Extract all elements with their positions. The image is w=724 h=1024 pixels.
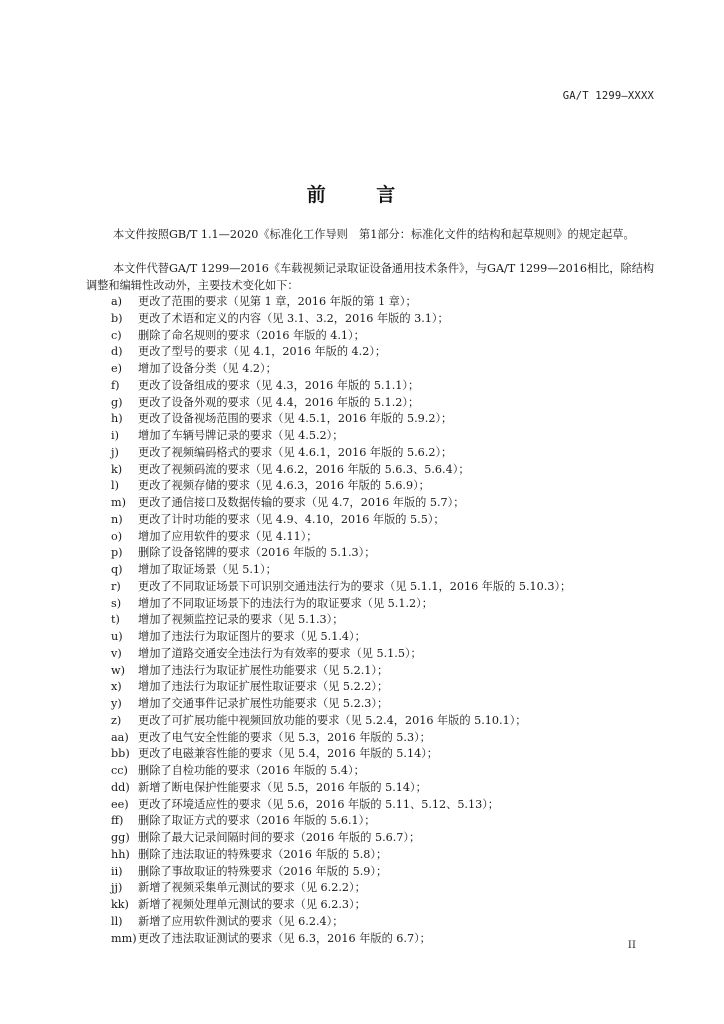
change-item-text: 新增了视频处理单元测试的要求（见 6.2.3）； — [138, 898, 366, 911]
change-item-text: 更改了视频编码格式的要求（见 4.6.1，2016 年版的 5.6.2）； — [138, 445, 453, 459]
change-item-marker: g) — [111, 395, 123, 409]
change-item-text: 增加了道路交通安全违法行为有效率的要求（见 5.1.5）； — [138, 646, 422, 660]
change-item-marker: gg) — [111, 831, 130, 844]
change-item-marker: bb) — [111, 747, 130, 761]
change-item-text: 增加了违法行为取证扩展性取证要求（见 5.2.2）； — [138, 680, 389, 694]
change-item-text: 新增了应用软件测试的要求（见 6.2.4）； — [138, 914, 344, 928]
change-item-text: 更改了不同取证场景下可识别交通违法行为的要求（见 5.1.1，2016 年版的 5.10.3）； — [138, 579, 572, 593]
change-item-text: 增加了取证场景（见 5.1）； — [138, 563, 277, 576]
change-item-text: 删除了设备铭牌的要求（2016 年版的 5.1.3）； — [138, 546, 376, 560]
change-item-marker: b) — [111, 311, 123, 325]
change-item-marker: v) — [111, 646, 122, 660]
change-item-marker: ee) — [111, 797, 129, 811]
change-item-marker: k) — [111, 462, 123, 476]
change-item-text: 增加了违法行为取证图片的要求（见 5.1.4）； — [138, 630, 366, 643]
change-item-marker: ii) — [111, 864, 123, 878]
change-item-marker: r) — [111, 579, 121, 593]
change-item-text: 更改了通信接口及数据传输的要求（见 4.7，2016 年版的 5.7）； — [138, 496, 465, 509]
change-item-marker: ff) — [111, 814, 124, 828]
change-item-marker: q) — [111, 563, 123, 576]
change-item-text: 增加了车辆号牌记录的要求（见 4.5.2）； — [138, 429, 344, 442]
change-item-text: 删除了命名规则的要求（2016 年版的 4.1）； — [138, 328, 365, 342]
change-item-text: 新增了断电保护性能要求（见 5.5，2016 年版的 5.14）； — [138, 780, 427, 794]
change-item-marker: jj) — [111, 881, 123, 895]
change-item-text: 更改了设备外观的要求（见 4.4，2016 年版的 5.1.2）； — [138, 395, 420, 409]
change-item-marker: i) — [111, 429, 119, 442]
intro-paragraph-1 — [86, 227, 658, 244]
change-item-text: 增加了设备分类（见 4.2）； — [138, 362, 277, 375]
change-item-text: 删除了违法取证的特殊要求（2016 年版的 5.8）； — [138, 847, 388, 861]
change-item-marker: z) — [111, 713, 122, 727]
change-item-marker: ll) — [111, 914, 123, 928]
change-item-marker: f) — [111, 378, 120, 392]
change-item-text: 更改了电磁兼容性能的要求（见 5.4，2016 年版的 5.14）； — [138, 747, 438, 761]
change-item-text: 更改了计时功能的要求（见 4.9、4.10，2016 年版的 5.5）； — [138, 512, 445, 526]
change-item-text: 更改了可扩展功能中视频回放功能的要求（见 5.2.4，2016 年版的 5.10.1）； — [138, 713, 527, 727]
intro-paragraph-2 — [86, 261, 658, 294]
change-item-text: 删除了自检功能的要求（2016 年版的 5.4）； — [138, 764, 365, 777]
change-item-text: 更改了视频存储的要求（见 4.6.3，2016 年版的 5.6.9）； — [138, 479, 430, 493]
change-item-text: 更改了设备视场范围的要求（见 4.5.1，2016 年版的 5.9.2）； — [138, 412, 453, 426]
change-item-text: 增加了视频监控记录的要求（见 5.1.3）； — [138, 613, 344, 627]
change-item-text: 增加了应用软件的要求（见 4.11）； — [138, 529, 318, 543]
change-item-text: 更改了环境适应性的要求（见 5.6，2016 年版的 5.11、5.12、5.13）； — [138, 797, 499, 811]
change-item-marker: t) — [111, 613, 120, 627]
change-item-marker: h) — [111, 412, 123, 426]
change-item-text: 更改了设备组成的要求（见 4.3，2016 年版的 5.1.1）； — [138, 378, 420, 392]
change-item-marker: a) — [111, 295, 123, 308]
change-item-text: 删除了事故取证的特殊要求（2016 年版的 5.9）； — [138, 864, 388, 878]
change-item-text: 更改了范围的要求（见第 1 章，2016 年版的第 1 章）； — [138, 295, 417, 308]
change-item-marker: l) — [111, 479, 119, 493]
change-item-marker: x) — [111, 680, 122, 694]
change-item-marker: aa) — [111, 730, 129, 744]
change-item-text: 增加了交通事件记录扩展性功能要求（见 5.2.3）； — [138, 697, 389, 710]
change-item-marker: hh) — [111, 847, 130, 861]
change-item-marker: o) — [111, 529, 123, 543]
change-item-marker: n) — [111, 512, 123, 526]
change-item-text: 更改了术语和定义的内容（见 3.1、3.2，2016 年版的 3.1）； — [138, 311, 449, 325]
change-item-marker: s) — [111, 596, 122, 610]
change-item-text: 删除了最大记录间隔时间的要求（2016 年版的 5.6.7）； — [138, 831, 421, 844]
change-item-marker: j) — [111, 445, 119, 459]
change-item-marker: kk) — [111, 898, 129, 911]
change-item-marker: y) — [111, 697, 122, 710]
change-item-marker: mm) — [111, 931, 137, 945]
change-item-text: 增加了违法行为取证扩展性功能要求（见 5.2.1）； — [138, 663, 389, 677]
change-item-marker: cc) — [111, 764, 128, 777]
change-item-marker: w) — [111, 663, 125, 677]
change-item-text: 更改了电气安全性能的要求（见 5.3，2016 年版的 5.3）； — [138, 730, 431, 744]
change-item-marker: d) — [111, 345, 123, 359]
change-item-text: 更改了违法取证测试的要求（见 6.3，2016 年版的 6.7）； — [138, 931, 431, 945]
standard-code: GA/T 1299—XXXX — [562, 90, 654, 102]
page-number: II — [627, 939, 636, 951]
change-item-marker: m) — [111, 496, 126, 509]
intro-text-1: 本文件按照GB/T 1.1—2020《标准化工作导则 第1部分：标准化文件的结构和起草规则》的规定起草。 — [113, 228, 635, 241]
change-item-text: 增加了不同取证场景下的违法行为的取证要求（见 5.1.2）； — [138, 596, 433, 610]
change-item-text: 更改了型号的要求（见 4.1，2016 年版的 4.2）； — [138, 345, 387, 359]
change-item-marker: dd) — [111, 780, 130, 794]
change-item-text: 新增了视频采集单元测试的要求（见 6.2.2）； — [138, 881, 366, 895]
change-item-marker: p) — [111, 546, 123, 560]
change-item-marker: e) — [111, 362, 122, 375]
intro-text-2: 本文件代替GA/T 1299—2016《车载视频记录取证设备通用技术条件》，与GA/T 1299—2016相比，除结构调整和编辑性改动外，主要技术变化如下： — [86, 262, 655, 292]
change-item-marker: c) — [111, 328, 122, 342]
change-item-text: 删除了取证方式的要求（2016 年版的 5.6.1）； — [138, 814, 376, 828]
page-title: 前 言 — [306, 184, 418, 206]
change-item-text: 更改了视频码流的要求（见 4.6.2，2016 年版的 5.6.3、5.6.4）； — [138, 462, 470, 476]
change-item-marker: u) — [111, 630, 123, 643]
